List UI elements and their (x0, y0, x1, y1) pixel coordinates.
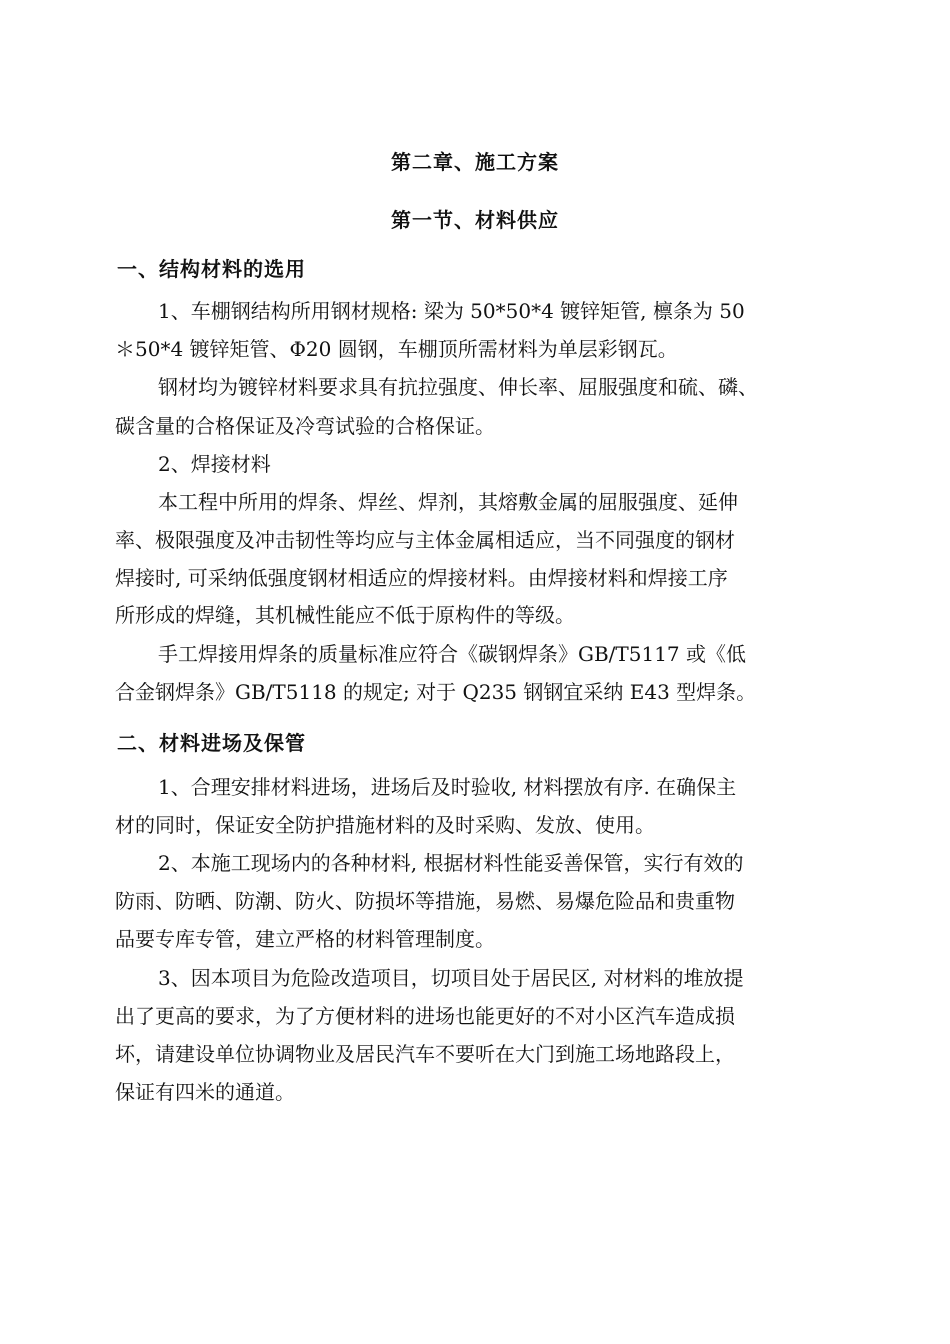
section-title: 第一节、材料供应 (391, 208, 559, 232)
paragraph-line: 防雨、防晒、防潮、防火、防损坏等措施，易燃、易爆危险品和贵重物 (115, 889, 735, 913)
paragraph-line: 钢材均为镀锌材料要求具有抗拉强度、伸长率、屈服强度和硫、磷、 (158, 375, 758, 399)
paragraph-line: 手工焊接用焊条的质量标准应符合《碳钢焊条》GB/T5117 或《低 (158, 642, 747, 666)
paragraph-line: 1、车棚钢结构所用钢材规格: 梁为 50*50*4 镀锌矩管, 檩条为 50 (158, 299, 745, 323)
part2-heading: 二、材料进场及保管 (117, 731, 306, 755)
paragraph-line: 2、焊接材料 (158, 452, 271, 476)
paragraph-line: 本工程中所用的焊条、焊丝、焊剂，其熔敷金属的屈服强度、延伸 (158, 490, 738, 514)
paragraph-line: 合金钢焊条》GB/T5118 的规定; 对于 Q235 钢钢宜采纳 E43 型焊条。 (115, 680, 757, 704)
paragraph-line: 碳含量的合格保证及冷弯试验的合格保证。 (115, 414, 495, 438)
paragraph-line: ＊50*4 镀锌矩管、Φ20 圆钢，车棚顶所需材料为单层彩钢瓦。 (115, 337, 678, 361)
paragraph-line: 所形成的焊缝，其机械性能应不低于原构件的等级。 (115, 603, 575, 627)
paragraph-line: 1、合理安排材料进场，进场后及时验收, 材料摆放有序. 在确保主 (158, 775, 737, 799)
part1-heading: 一、结构材料的选用 (117, 257, 306, 281)
paragraph-line: 2、本施工现场内的各种材料, 根据材料性能妥善保管，实行有效的 (158, 851, 744, 875)
paragraph-line: 出了更高的要求，为了方便材料的进场也能更好的不对小区汽车造成损 (115, 1004, 735, 1028)
paragraph-line: 保证有四米的通道。 (115, 1080, 295, 1104)
paragraph-line: 焊接时, 可采纳低强度钢材相适应的焊接材料。由焊接材料和焊接工序 (115, 566, 728, 590)
paragraph-line: 品要专库专管，建立严格的材料管理制度。 (115, 927, 495, 951)
paragraph-line: 坏，请建设单位协调物业及居民汽车不要听在大门到施工场地路段上， (115, 1042, 735, 1066)
paragraph-line: 3、因本项目为危险改造项目，切项目处于居民区, 对材料的堆放提 (158, 966, 744, 990)
chapter-title: 第二章、施工方案 (391, 150, 559, 174)
paragraph-line: 率、极限强度及冲击韧性等均应与主体金属相适应，当不同强度的钢材 (115, 528, 735, 552)
paragraph-line: 材的同时，保证安全防护措施材料的及时采购、发放、使用。 (115, 813, 655, 837)
